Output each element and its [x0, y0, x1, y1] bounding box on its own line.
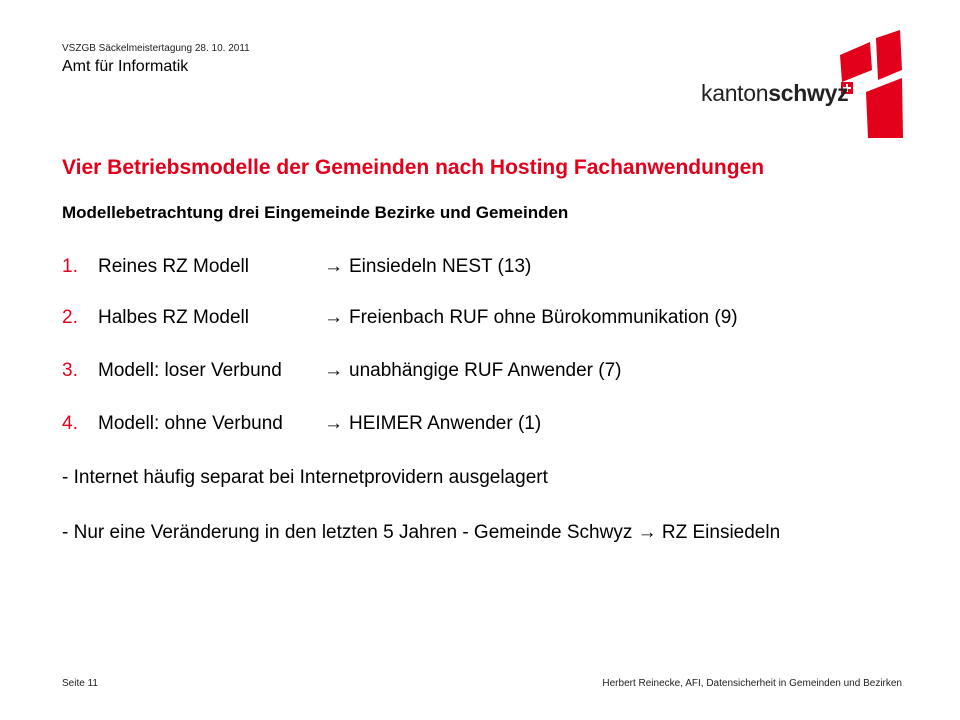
- slide-subtitle: Modellebetrachtung drei Eingemeinde Bezirke und Gemeinden: [62, 203, 569, 222]
- footer-author: Herbert Reinecke, AFI, Datensicherheit in Gemeinden und Bezirken: [602, 678, 902, 689]
- arrow-right-icon: →: [324, 360, 343, 381]
- item-result: unabhängige RUF Anwender (7): [349, 360, 622, 381]
- event-line: VSZGB Säckelmeistertagung 28. 10. 2011: [62, 43, 250, 54]
- item-result: HEIMER Anwender (1): [349, 413, 542, 434]
- item-result: Einsiedeln NEST (13): [349, 256, 532, 277]
- item-label: Reines RZ Modell: [98, 256, 249, 277]
- item-number: 3.: [62, 360, 78, 381]
- item-number: 4.: [62, 413, 78, 434]
- arrow-right-icon: →: [324, 256, 343, 277]
- note-internet: - Internet häufig separat bei Internetprovidern ausgelagert: [62, 467, 548, 488]
- page-number: Seite 11: [62, 678, 98, 689]
- arrow-right-icon: →: [324, 307, 343, 328]
- item-label: Modell: ohne Verbund: [98, 413, 283, 434]
- logo-wordmark: kantonschwyz: [701, 80, 849, 106]
- note-change: - Nur eine Veränderung in den letzten 5 Jahren - Gemeinde Schwyz → RZ Einsiedeln: [62, 522, 781, 543]
- slide-title: Vier Betriebsmodelle der Gemeinden nach Hosting Fachanwendungen: [62, 156, 765, 179]
- kanton-schwyz-logo: [690, 30, 905, 140]
- item-result: Freienbach RUF ohne Bürokommunikation (9): [349, 307, 738, 328]
- department-name: Amt für Informatik: [62, 58, 189, 75]
- item-label: Modell: loser Verbund: [98, 360, 282, 381]
- arrow-right-icon: →: [324, 413, 343, 434]
- item-number: 1.: [62, 256, 78, 277]
- item-number: 2.: [62, 307, 78, 328]
- item-label: Halbes RZ Modell: [98, 307, 249, 328]
